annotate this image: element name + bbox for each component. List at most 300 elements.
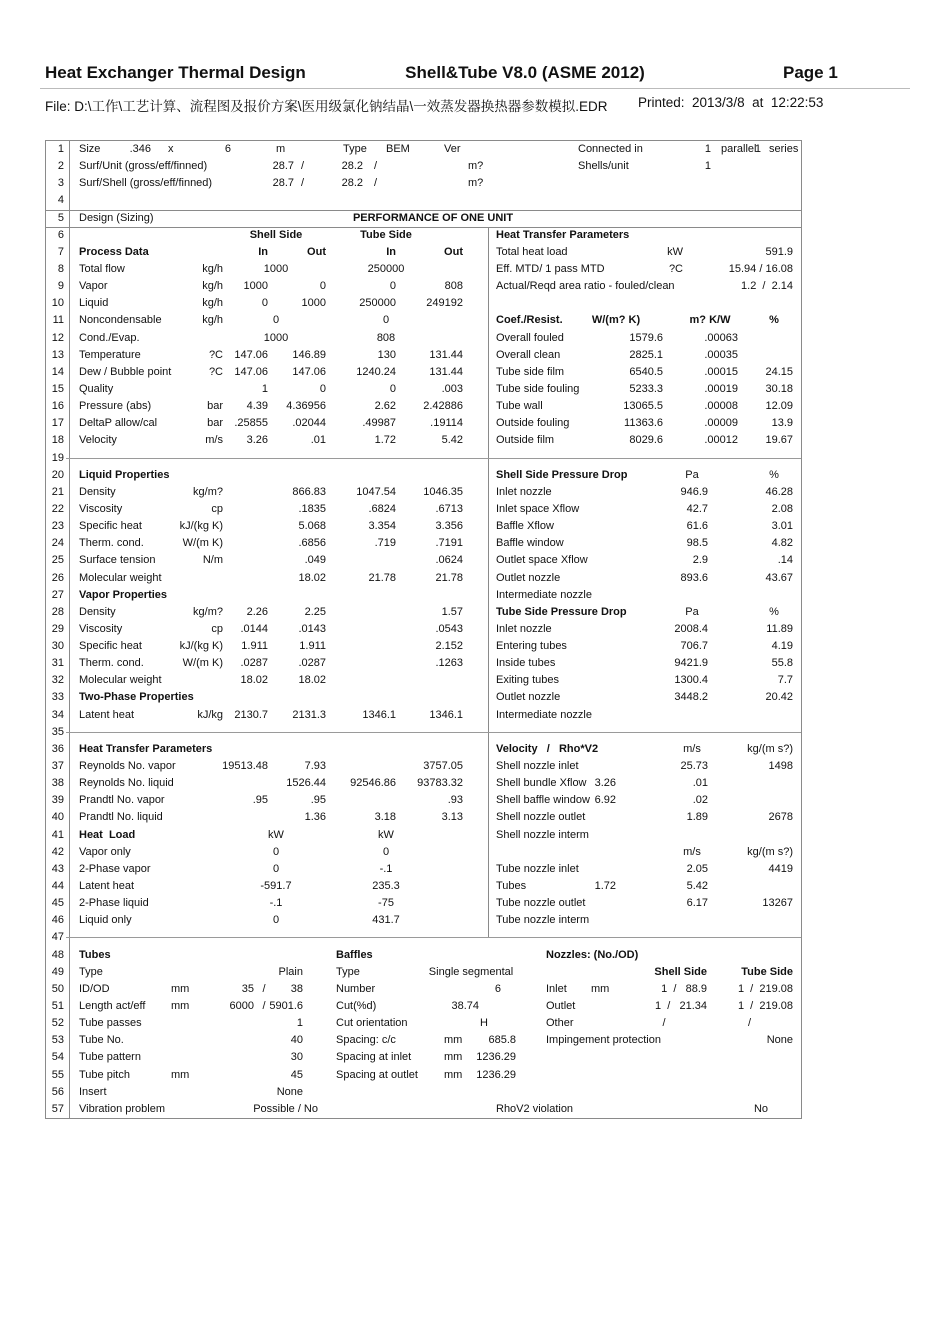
cell: Tube nozzle interm (496, 914, 590, 927)
cell: mm (591, 982, 610, 995)
cell: Shell nozzle inlet (496, 760, 579, 773)
table-row-40 (46, 809, 801, 826)
cell: Out (444, 245, 463, 258)
row-number: 2 (57, 160, 64, 173)
row-number: 34 (51, 708, 64, 721)
table-row-45 (46, 895, 801, 912)
cell: Vapor (79, 280, 108, 293)
cell: 18.02 (240, 674, 268, 687)
cell: 2008.4 (674, 622, 708, 635)
cell: 1498 (768, 760, 793, 773)
cell: .00009 (704, 417, 738, 430)
cell: RhoV2 violation (496, 1102, 574, 1115)
row-number: 25 (51, 554, 64, 567)
cell: 3.18 (374, 811, 396, 824)
row-number: 44 (51, 880, 64, 893)
cell: Outlet (546, 1000, 576, 1013)
cell: .1263 (435, 657, 463, 670)
row-number: 53 (51, 1034, 64, 1047)
cell: .6713 (435, 502, 463, 515)
cell: .01 (310, 434, 326, 447)
cell: 19513.48 (222, 760, 268, 773)
app-version-title: Shell&Tube V8.0 (ASME 2012) (405, 63, 645, 82)
cell: 13.9 (771, 417, 793, 430)
table-row-54 (46, 1049, 801, 1066)
cell: kJ/kg (197, 708, 223, 721)
cell: W/(m? K) (591, 314, 641, 327)
row-number: 22 (51, 502, 64, 515)
cell: 1.911 (299, 640, 326, 653)
cell: 1000 (243, 280, 268, 293)
cell: Pa (685, 468, 699, 481)
cell: Baffle window (496, 537, 564, 550)
cell: Vapor only (79, 845, 131, 858)
table-row-44 (46, 878, 801, 895)
row-number: 18 (51, 434, 64, 447)
cell: 4.36956 (286, 400, 326, 413)
cell: Type (343, 143, 367, 155)
row-number: 51 (51, 1000, 64, 1013)
table-row-21 (46, 484, 801, 501)
cell: / (747, 1017, 752, 1030)
cell: .0287 (240, 657, 268, 670)
cell: .6856 (298, 537, 326, 550)
cell: kg/(m s?) (747, 845, 793, 858)
cell: % (769, 468, 779, 481)
cell: 1526.44 (286, 777, 326, 790)
cell: 21.78 (435, 571, 463, 584)
cell: 0 (272, 314, 280, 327)
cell: 1236.29 (476, 1051, 516, 1064)
cell: .95 (252, 794, 268, 807)
cell: 93783.32 (417, 777, 463, 790)
row-number: 10 (51, 297, 64, 310)
cell: 1 (704, 160, 711, 173)
table-row-34 (46, 707, 801, 724)
table-row-8 (46, 261, 801, 278)
cell: 21.78 (368, 571, 396, 584)
cell: Nozzles: (No./OD) (546, 948, 639, 961)
row-number: 41 (51, 828, 64, 841)
cell: 28.2 (341, 160, 363, 173)
row-number: 4 (57, 194, 64, 207)
cell: kW (268, 828, 284, 841)
cell: .0543 (435, 622, 463, 635)
cell: Cond./Evap. (79, 331, 140, 344)
cell: 1.57 (441, 605, 463, 618)
cell: % (769, 314, 779, 327)
cell: kg/h (202, 280, 223, 293)
cell: In (386, 245, 396, 258)
table-row-9 (46, 278, 801, 295)
cell: ?C (208, 365, 223, 378)
cell: cp (211, 622, 223, 635)
cell: Tube No. (79, 1034, 124, 1047)
row-number: 28 (51, 605, 64, 618)
cell: 0 (389, 280, 396, 293)
table-row-10 (46, 295, 801, 312)
table-row-37 (46, 758, 801, 775)
cell: 2.08 (771, 502, 793, 515)
cell: Shell bundle Xflow (496, 777, 587, 790)
cell: mm (444, 1034, 463, 1047)
page-number: Page 1 (783, 63, 838, 82)
row-number: 42 (51, 845, 64, 858)
cell: 28.7 (272, 177, 294, 190)
cell: Shell nozzle interm (496, 828, 589, 841)
cell: 40 (290, 1034, 303, 1047)
cell: 9421.9 (674, 657, 708, 670)
cell: .00019 (704, 382, 738, 395)
cell: 1 / 219.08 (737, 982, 793, 995)
cell: 1 (261, 382, 268, 395)
row-number: 37 (51, 760, 64, 773)
cell: ?C (668, 262, 683, 275)
cell: 3.354 (368, 520, 396, 533)
cell: Tube Side (360, 228, 412, 241)
cell: Outside film (496, 434, 555, 447)
row-number: 38 (51, 777, 64, 790)
cell: kg/(m s?) (747, 742, 793, 755)
cell: Latent heat (79, 880, 135, 893)
printed-timestamp: Printed: 2013/3/8 at 12:22:53 (638, 95, 824, 110)
cell: / (301, 160, 305, 173)
cell: 3.26 (594, 777, 616, 790)
cell: m/s (205, 434, 223, 447)
cell: Velocity (79, 434, 117, 447)
table-row-14 (46, 364, 801, 381)
cell: Inside tubes (496, 657, 556, 670)
row-number: 5 (57, 211, 64, 224)
cell: 7.7 (777, 674, 793, 687)
cell: kg/h (202, 314, 223, 327)
cell: DeltaP allow/cal (79, 417, 158, 430)
cell: 3.13 (441, 811, 463, 824)
section-divider (66, 458, 801, 459)
cell: 7.93 (304, 760, 326, 773)
cell: Molecular weight (79, 674, 162, 687)
cell: Surf/Unit (gross/eff/finned) (79, 160, 208, 173)
cell: 1 / 88.9 (661, 982, 707, 995)
cell: Type (79, 965, 103, 978)
table-row-38 (46, 775, 801, 792)
cell: / (262, 1000, 266, 1013)
cell: W/(m K) (182, 657, 223, 670)
cell: 20.42 (765, 691, 793, 704)
cell: Heat Transfer Parameters (496, 228, 630, 241)
cell: Eff. MTD/ 1 pass MTD (496, 262, 605, 275)
cell: .93 (447, 794, 463, 807)
cell: m (276, 143, 286, 155)
table-row-47 (46, 929, 801, 946)
cell: 131.44 (429, 365, 463, 378)
row-number: 21 (51, 485, 64, 498)
cell: ?C (208, 348, 223, 361)
cell: Tube pitch (79, 1068, 130, 1081)
table-row-56 (46, 1084, 801, 1101)
cell: Tube nozzle inlet (496, 862, 579, 875)
cell: 1.72 (374, 434, 396, 447)
cell: 2131.3 (292, 708, 326, 721)
cell: Tube side fouling (496, 382, 580, 395)
cell: kg/m? (193, 485, 223, 498)
table-row-7 (46, 244, 801, 261)
cell: 249192 (426, 297, 463, 310)
cell: 0 (382, 845, 390, 858)
section-divider (66, 732, 801, 733)
cell: .02 (692, 794, 708, 807)
table-row-17 (46, 415, 801, 432)
table-row-4 (46, 192, 801, 210)
cell: .00015 (704, 365, 738, 378)
cell: 2.25 (304, 605, 326, 618)
cell: 1.911 (241, 640, 268, 653)
row-number: 33 (51, 691, 64, 704)
cell: Exiting tubes (496, 674, 559, 687)
cell: Outside fouling (496, 417, 570, 430)
cell: H (480, 1017, 488, 1030)
cell: 2.9 (692, 554, 708, 567)
cell: 11363.6 (624, 417, 663, 430)
cell: 55.8 (771, 657, 793, 670)
cell: 1000 (263, 262, 289, 275)
cell: 5.42 (441, 434, 463, 447)
cell: Surface tension (79, 554, 156, 567)
row-number: 17 (51, 417, 64, 430)
cell: 35 (241, 982, 254, 995)
cell: mm (444, 1051, 463, 1064)
cell: -.1 (379, 862, 393, 875)
table-row-22 (46, 501, 801, 518)
cell: In (258, 245, 268, 258)
table-row-32 (46, 672, 801, 689)
table-row-33 (46, 689, 801, 706)
cell: 19.67 (765, 434, 793, 447)
cell: series (769, 143, 799, 155)
cell: mm (171, 1000, 190, 1013)
cell: 2678 (768, 811, 793, 824)
cell: 15.94 / 16.08 (728, 262, 793, 275)
cell: mm (171, 1068, 190, 1081)
cell: 3.356 (435, 520, 463, 533)
cell: Out (307, 245, 326, 258)
cell: .1835 (298, 502, 326, 515)
cell: Type (336, 965, 360, 978)
cell: 0 (272, 845, 280, 858)
cell: Baffles (336, 948, 373, 961)
cell: Design (Sizing) (79, 211, 154, 224)
table-row-28 (46, 604, 801, 621)
cell: Impingement protection (546, 1034, 661, 1047)
section-divider (66, 937, 801, 938)
cell: 591.9 (765, 245, 793, 258)
row-number: 14 (51, 365, 64, 378)
cell: 1.72 (594, 880, 616, 893)
cell: mm (444, 1068, 463, 1081)
table-row-36 (46, 741, 801, 758)
cell: Temperature (79, 348, 141, 361)
cell: Therm. cond. (79, 537, 144, 550)
row-number: 46 (51, 914, 64, 927)
cell: Dew / Bubble point (79, 365, 172, 378)
cell: .00035 (704, 348, 738, 361)
cell: 42.7 (686, 502, 708, 515)
row-number: 43 (51, 862, 64, 875)
table-row-35 (46, 724, 801, 741)
table-row-19 (46, 450, 801, 467)
table-row-39 (46, 792, 801, 809)
cell: 11.89 (766, 622, 793, 635)
cell: .95 (310, 794, 326, 807)
cell: Tube pattern (79, 1051, 141, 1064)
row-number: 49 (51, 965, 64, 978)
cell: BEM (386, 143, 410, 155)
table-row-1 (46, 141, 801, 158)
table-row-31 (46, 655, 801, 672)
cell: 1 / 219.08 (737, 1000, 793, 1013)
row-number: 47 (51, 931, 64, 944)
table-row-5 (46, 210, 801, 228)
cell: Spacing at outlet (336, 1068, 418, 1081)
cell: 12.09 (765, 400, 793, 413)
table-row-42 (46, 844, 801, 861)
cell: Process Data (79, 245, 149, 258)
cell: .003 (441, 382, 463, 395)
cell: Inlet nozzle (496, 622, 552, 635)
cell: Cut(%d) (336, 1000, 377, 1013)
cell: Prandtl No. liquid (79, 811, 163, 824)
cell: 685.8 (488, 1034, 516, 1047)
cell: 706.7 (680, 640, 708, 653)
cell: 28.7 (272, 160, 294, 173)
cell: -.1 (269, 897, 283, 910)
row-number: 12 (51, 331, 64, 344)
cell: bar (207, 400, 223, 413)
table-row-23 (46, 518, 801, 535)
table-row-25 (46, 552, 801, 569)
cell: 3.01 (771, 520, 793, 533)
cell: 45 (290, 1068, 303, 1081)
cell: x (168, 143, 174, 155)
cell: 866.83 (292, 485, 326, 498)
cell: Therm. cond. (79, 657, 144, 670)
cell: .00063 (704, 331, 738, 344)
cell: Connected in (578, 143, 643, 155)
cell: 43.67 (765, 571, 793, 584)
cell: Tube Side (741, 965, 793, 978)
cell: .0144 (240, 622, 268, 635)
cell: Single segmental (428, 965, 514, 978)
cell: Density (79, 605, 116, 618)
row-number: 15 (51, 382, 64, 395)
row-number: 52 (51, 1017, 64, 1030)
cell: 893.6 (680, 571, 708, 584)
table-row-11 (46, 312, 801, 329)
row-number: 40 (51, 811, 64, 824)
header-divider (40, 88, 910, 89)
cell: .02044 (292, 417, 326, 430)
table-row-50 (46, 981, 801, 998)
row-number: 26 (51, 571, 64, 584)
cell: Inlet space Xflow (496, 502, 580, 515)
cell: 18.02 (298, 571, 326, 584)
row-number: 27 (51, 588, 64, 601)
cell: Outlet space Xflow (496, 554, 588, 567)
cell: Tube Side Pressure Drop (496, 605, 627, 618)
cell: 2.42886 (423, 400, 463, 413)
row-number: 54 (51, 1051, 64, 1064)
cell: 1346.1 (362, 708, 396, 721)
row-number: 11 (52, 314, 64, 327)
page-title: Heat Exchanger Thermal Design (45, 63, 306, 82)
cell: 1.2 / 2.14 (741, 280, 793, 293)
cell: Shell Side Pressure Drop (496, 468, 628, 481)
row-number: 20 (51, 468, 64, 481)
cell: Latent heat (79, 708, 135, 721)
row-number: 35 (51, 725, 64, 738)
cell: bar (207, 417, 223, 430)
row-number: 55 (51, 1068, 64, 1081)
cell: 1000 (263, 331, 289, 344)
cell: Overall clean (496, 348, 561, 361)
cell: 4419 (768, 862, 793, 875)
cell: 38.74 (451, 1000, 479, 1013)
cell: 30.18 (765, 382, 793, 395)
cell: 1300.4 (674, 674, 708, 687)
cell: 1046.35 (423, 485, 463, 498)
cell: Shells/unit (578, 160, 629, 173)
cell: kJ/(kg K) (179, 640, 223, 653)
cell: 6000 (229, 1000, 254, 1013)
cell: -591.7 (260, 880, 292, 893)
table-row-52 (46, 1015, 801, 1032)
table-row-41 (46, 827, 801, 844)
table-row-53 (46, 1032, 801, 1049)
row-number: 8 (57, 262, 64, 275)
cell: Prandtl No. vapor (79, 794, 165, 807)
cell: 1240.24 (356, 365, 396, 378)
table-row-49 (46, 964, 801, 981)
cell: Intermediate nozzle (496, 588, 592, 601)
row-number: 23 (51, 520, 64, 533)
row-number: 1 (57, 143, 64, 155)
cell: m? (468, 160, 484, 173)
cell: 5.42 (686, 880, 708, 893)
cell: 147.06 (234, 365, 268, 378)
row-number: 24 (51, 537, 64, 550)
cell: 6 (224, 143, 231, 155)
cell: Heat Load (79, 828, 136, 841)
cell: 24.15 (765, 365, 793, 378)
cell: Plain (278, 965, 303, 978)
cell: .00008 (704, 400, 738, 413)
cell: Shell Side (249, 228, 303, 241)
cell: .049 (304, 554, 326, 567)
cell: 5901.6 (269, 1000, 303, 1013)
cell: Intermediate nozzle (496, 708, 592, 721)
cell: 0 (389, 382, 396, 395)
cell: 13267 (762, 897, 793, 910)
cell: 8029.6 (629, 434, 663, 447)
cell: Tube nozzle outlet (496, 897, 586, 910)
cell: 38 (290, 982, 303, 995)
cell: Length act/eff (79, 1000, 146, 1013)
cell: Quality (79, 382, 114, 395)
cell: / (374, 160, 378, 173)
cell: 1 (754, 143, 761, 155)
cell: 147.06 (234, 348, 268, 361)
cell: 1000 (301, 297, 326, 310)
